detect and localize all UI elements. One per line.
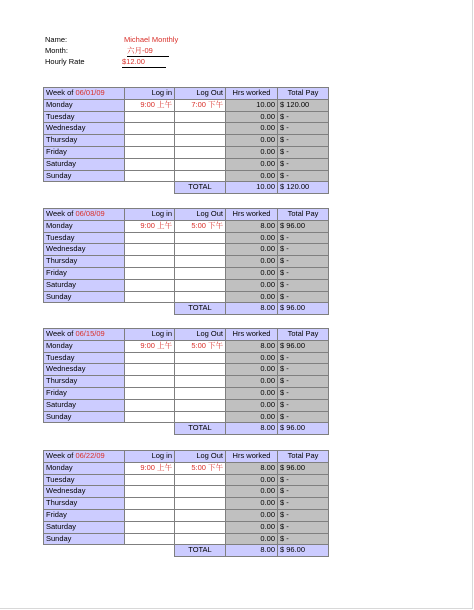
log-out-cell[interactable]: 5:00 下午 — [175, 340, 226, 352]
total-pay-cell: $ - — [278, 533, 329, 545]
log-in-cell[interactable]: 9:00 上午 — [125, 340, 175, 352]
table-row — [44, 411, 329, 423]
day-cell: Tuesday — [44, 232, 125, 244]
log-out-cell[interactable] — [175, 376, 226, 388]
hrs-worked-cell: 0.00 — [226, 376, 278, 388]
table-row — [44, 267, 329, 279]
total-label: TOTAL — [175, 182, 226, 194]
total-pay-cell: $ - — [278, 111, 329, 123]
timesheet-table — [43, 208, 329, 315]
log-in-cell[interactable] — [125, 399, 175, 411]
total-pay-cell: $ - — [278, 352, 329, 364]
table-header-row — [44, 209, 329, 221]
hrs-worked-cell: 0.00 — [226, 123, 278, 135]
log-in-cell[interactable] — [125, 352, 175, 364]
log-out-cell[interactable] — [175, 111, 226, 123]
log-in-cell[interactable] — [125, 244, 175, 256]
total-pay-cell: $ - — [278, 244, 329, 256]
hrs-worked-cell: 0.00 — [226, 170, 278, 182]
log-in-cell[interactable] — [125, 279, 175, 291]
hrs-worked-cell: 0.00 — [226, 158, 278, 170]
hrs-worked-cell: 8.00 — [226, 462, 278, 474]
hrs-worked-cell: 0.00 — [226, 509, 278, 521]
day-cell: Friday — [44, 146, 125, 158]
log-out-cell[interactable] — [175, 158, 226, 170]
log-out-cell[interactable] — [175, 364, 226, 376]
table-row — [44, 399, 329, 411]
day-cell: Monday — [44, 220, 125, 232]
total-pay-cell: $ - — [278, 509, 329, 521]
table-row — [44, 135, 329, 147]
table-row — [44, 533, 329, 545]
month-value[interactable]: 六月-09 — [127, 45, 169, 57]
log-out-cell[interactable] — [175, 256, 226, 268]
total-row — [44, 303, 329, 315]
hrs-worked-cell: 0.00 — [226, 411, 278, 423]
total-label: TOTAL — [175, 545, 226, 557]
log-in-cell[interactable] — [125, 170, 175, 182]
table-row — [44, 387, 329, 399]
log-in-header: Log in — [125, 329, 175, 341]
week-table — [43, 87, 328, 194]
timesheet-table — [43, 450, 329, 557]
total-pay-header: Total Pay — [278, 88, 329, 100]
total-row — [44, 423, 329, 435]
table-row — [44, 146, 329, 158]
week-date[interactable]: 06/15/09 — [75, 329, 105, 338]
hrs-worked-cell: 0.00 — [226, 279, 278, 291]
log-out-cell[interactable] — [175, 521, 226, 533]
log-out-cell[interactable] — [175, 411, 226, 423]
log-in-cell[interactable] — [125, 364, 175, 376]
total-pay-cell: $ - — [278, 411, 329, 423]
total-pay-header: Total Pay — [278, 209, 329, 221]
total-pay-sum-cell: $ 96.00 — [278, 303, 329, 315]
hrs-worked-cell: 0.00 — [226, 291, 278, 303]
table-row — [44, 232, 329, 244]
day-cell: Friday — [44, 267, 125, 279]
log-out-cell[interactable] — [175, 387, 226, 399]
total-pay-cell: $ - — [278, 158, 329, 170]
log-in-cell[interactable] — [125, 387, 175, 399]
hrs-worked-cell: 0.00 — [226, 135, 278, 147]
day-cell: Monday — [44, 340, 125, 352]
log-out-header: Log Out — [175, 209, 226, 221]
name-value[interactable]: Michael Monthly — [124, 35, 179, 44]
hrs-worked-header: Hrs worked — [226, 88, 278, 100]
log-out-cell[interactable] — [175, 486, 226, 498]
total-hrs-cell: 10.00 — [226, 182, 278, 194]
total-pay-cell: $ 96.00 — [278, 340, 329, 352]
log-in-cell[interactable] — [125, 474, 175, 486]
total-pay-cell: $ 96.00 — [278, 220, 329, 232]
blank-cell — [125, 423, 175, 435]
total-row — [44, 545, 329, 557]
total-pay-sum-cell: $ 96.00 — [278, 423, 329, 435]
total-hrs-cell: 8.00 — [226, 423, 278, 435]
table-row — [44, 340, 329, 352]
log-out-cell[interactable] — [175, 135, 226, 147]
table-row — [44, 158, 329, 170]
day-cell: Saturday — [44, 521, 125, 533]
log-in-cell[interactable] — [125, 509, 175, 521]
table-row — [44, 99, 329, 111]
week-of-label: Week of — [46, 451, 76, 460]
day-cell: Wednesday — [44, 123, 125, 135]
total-pay-cell: $ - — [278, 279, 329, 291]
log-in-cell[interactable]: 9:00 上午 — [125, 220, 175, 232]
table-row — [44, 486, 329, 498]
total-pay-cell: $ - — [278, 521, 329, 533]
week-table — [43, 208, 328, 315]
log-out-cell[interactable] — [175, 244, 226, 256]
day-cell: Sunday — [44, 533, 125, 545]
log-in-cell[interactable] — [125, 411, 175, 423]
week-of-cell — [44, 329, 125, 341]
total-pay-cell: $ - — [278, 364, 329, 376]
day-cell: Tuesday — [44, 474, 125, 486]
table-header-row — [44, 329, 329, 341]
hrs-worked-cell: 10.00 — [226, 99, 278, 111]
log-in-cell[interactable] — [125, 111, 175, 123]
hrs-worked-cell: 0.00 — [226, 232, 278, 244]
log-in-header: Log in — [125, 88, 175, 100]
log-in-cell[interactable] — [125, 256, 175, 268]
table-row — [44, 474, 329, 486]
table-row — [44, 123, 329, 135]
log-in-cell[interactable] — [125, 498, 175, 510]
hrs-worked-cell: 0.00 — [226, 387, 278, 399]
log-out-cell[interactable] — [175, 352, 226, 364]
total-hrs-cell: 8.00 — [226, 303, 278, 315]
total-pay-cell: $ - — [278, 232, 329, 244]
day-cell: Thursday — [44, 135, 125, 147]
log-out-cell[interactable] — [175, 509, 226, 521]
total-pay-cell: $ - — [278, 486, 329, 498]
total-label: TOTAL — [175, 303, 226, 315]
log-in-cell[interactable] — [125, 267, 175, 279]
total-pay-cell: $ - — [278, 256, 329, 268]
total-pay-sum-cell: $ 96.00 — [278, 545, 329, 557]
log-in-cell[interactable] — [125, 376, 175, 388]
rate-value[interactable]: $12.00 — [122, 56, 166, 68]
day-cell: Wednesday — [44, 486, 125, 498]
log-out-cell[interactable]: 7:00 下午 — [175, 99, 226, 111]
log-out-cell[interactable] — [175, 279, 226, 291]
table-row — [44, 170, 329, 182]
log-out-cell[interactable] — [175, 267, 226, 279]
day-cell: Saturday — [44, 399, 125, 411]
day-cell: Wednesday — [44, 364, 125, 376]
table-header-row — [44, 451, 329, 463]
day-cell: Tuesday — [44, 352, 125, 364]
day-cell: Tuesday — [44, 111, 125, 123]
timesheet-table — [43, 87, 329, 194]
rate-label: Hourly Rate — [45, 57, 85, 66]
log-out-cell[interactable] — [175, 170, 226, 182]
total-pay-header: Total Pay — [278, 451, 329, 463]
table-row — [44, 521, 329, 533]
total-row — [44, 182, 329, 194]
hrs-worked-cell: 0.00 — [226, 244, 278, 256]
log-in-header: Log in — [125, 209, 175, 221]
table-row — [44, 509, 329, 521]
day-cell: Friday — [44, 387, 125, 399]
week-of-cell — [44, 451, 125, 463]
total-pay-header: Total Pay — [278, 329, 329, 341]
week-of-cell — [44, 209, 125, 221]
total-pay-cell: $ - — [278, 170, 329, 182]
hrs-worked-header: Hrs worked — [226, 209, 278, 221]
table-row — [44, 376, 329, 388]
log-out-header: Log Out — [175, 329, 226, 341]
week-table — [43, 450, 328, 557]
hrs-worked-cell: 0.00 — [226, 364, 278, 376]
table-row — [44, 256, 329, 268]
hrs-worked-cell: 0.00 — [226, 267, 278, 279]
week-date[interactable]: 06/22/09 — [75, 451, 105, 460]
day-cell: Saturday — [44, 158, 125, 170]
total-pay-cell: $ - — [278, 123, 329, 135]
total-pay-sum-cell: $ 120.00 — [278, 182, 329, 194]
blank-cell — [44, 423, 125, 435]
log-in-cell[interactable] — [125, 232, 175, 244]
log-in-cell[interactable]: 9:00 上午 — [125, 462, 175, 474]
total-pay-cell: $ - — [278, 387, 329, 399]
blank-cell — [44, 182, 125, 194]
week-of-label: Week of — [46, 329, 76, 338]
log-out-header: Log Out — [175, 451, 226, 463]
log-out-cell[interactable] — [175, 533, 226, 545]
table-row — [44, 279, 329, 291]
week-date[interactable]: 06/08/09 — [75, 209, 105, 218]
hrs-worked-cell: 0.00 — [226, 486, 278, 498]
table-row — [44, 244, 329, 256]
day-cell: Saturday — [44, 279, 125, 291]
day-cell: Monday — [44, 462, 125, 474]
log-in-header: Log in — [125, 451, 175, 463]
log-in-cell[interactable] — [125, 533, 175, 545]
total-pay-cell: $ - — [278, 146, 329, 158]
hrs-worked-cell: 8.00 — [226, 340, 278, 352]
table-row — [44, 352, 329, 364]
total-pay-cell: $ 96.00 — [278, 462, 329, 474]
hrs-worked-cell: 8.00 — [226, 220, 278, 232]
blank-cell — [125, 545, 175, 557]
table-row — [44, 462, 329, 474]
hrs-worked-cell: 0.00 — [226, 498, 278, 510]
hrs-worked-header: Hrs worked — [226, 329, 278, 341]
table-header-row — [44, 88, 329, 100]
log-out-cell[interactable] — [175, 291, 226, 303]
hrs-worked-cell: 0.00 — [226, 146, 278, 158]
log-out-cell[interactable] — [175, 498, 226, 510]
total-hrs-cell: 8.00 — [226, 545, 278, 557]
week-of-cell — [44, 88, 125, 100]
log-out-cell[interactable] — [175, 399, 226, 411]
day-cell: Thursday — [44, 376, 125, 388]
hrs-worked-cell: 0.00 — [226, 111, 278, 123]
total-pay-cell: $ - — [278, 399, 329, 411]
hrs-worked-cell: 0.00 — [226, 256, 278, 268]
hrs-worked-cell: 0.00 — [226, 352, 278, 364]
blank-cell — [44, 545, 125, 557]
hrs-worked-cell: 0.00 — [226, 521, 278, 533]
day-cell: Sunday — [44, 411, 125, 423]
week-of-label: Week of — [46, 209, 76, 218]
day-cell: Wednesday — [44, 244, 125, 256]
log-in-cell[interactable]: 9:00 上午 — [125, 99, 175, 111]
total-pay-cell: $ - — [278, 135, 329, 147]
hrs-worked-cell: 0.00 — [226, 399, 278, 411]
log-in-cell[interactable] — [125, 123, 175, 135]
log-in-cell[interactable] — [125, 521, 175, 533]
timesheet-table — [43, 328, 329, 435]
total-pay-cell: $ - — [278, 498, 329, 510]
log-in-cell[interactable] — [125, 486, 175, 498]
blank-cell — [125, 182, 175, 194]
day-cell: Monday — [44, 99, 125, 111]
blank-cell — [125, 303, 175, 315]
log-in-cell[interactable] — [125, 291, 175, 303]
table-row — [44, 291, 329, 303]
log-in-cell[interactable] — [125, 158, 175, 170]
hrs-worked-cell: 0.00 — [226, 474, 278, 486]
log-out-header: Log Out — [175, 88, 226, 100]
day-cell: Thursday — [44, 498, 125, 510]
log-out-cell[interactable] — [175, 232, 226, 244]
day-cell: Thursday — [44, 256, 125, 268]
week-date[interactable]: 06/01/09 — [75, 88, 105, 97]
day-cell: Sunday — [44, 291, 125, 303]
log-out-cell[interactable] — [175, 146, 226, 158]
blank-cell — [44, 303, 125, 315]
log-out-cell[interactable]: 5:00 下午 — [175, 220, 226, 232]
table-row — [44, 220, 329, 232]
day-cell: Friday — [44, 509, 125, 521]
total-pay-cell: $ - — [278, 291, 329, 303]
hrs-worked-header: Hrs worked — [226, 451, 278, 463]
total-pay-cell: $ - — [278, 474, 329, 486]
week-table — [43, 328, 328, 435]
total-label: TOTAL — [175, 423, 226, 435]
total-pay-cell: $ 120.00 — [278, 99, 329, 111]
week-of-label: Week of — [46, 88, 76, 97]
table-row — [44, 111, 329, 123]
hrs-worked-cell: 0.00 — [226, 533, 278, 545]
total-pay-cell: $ - — [278, 267, 329, 279]
log-out-cell[interactable] — [175, 123, 226, 135]
table-row — [44, 498, 329, 510]
total-pay-cell: $ - — [278, 376, 329, 388]
log-out-cell[interactable] — [175, 474, 226, 486]
log-in-cell[interactable] — [125, 146, 175, 158]
month-label: Month: — [45, 46, 68, 55]
name-label: Name: — [45, 35, 68, 44]
log-in-cell[interactable] — [125, 135, 175, 147]
log-out-cell[interactable]: 5:00 下午 — [175, 462, 226, 474]
day-cell: Sunday — [44, 170, 125, 182]
table-row — [44, 364, 329, 376]
